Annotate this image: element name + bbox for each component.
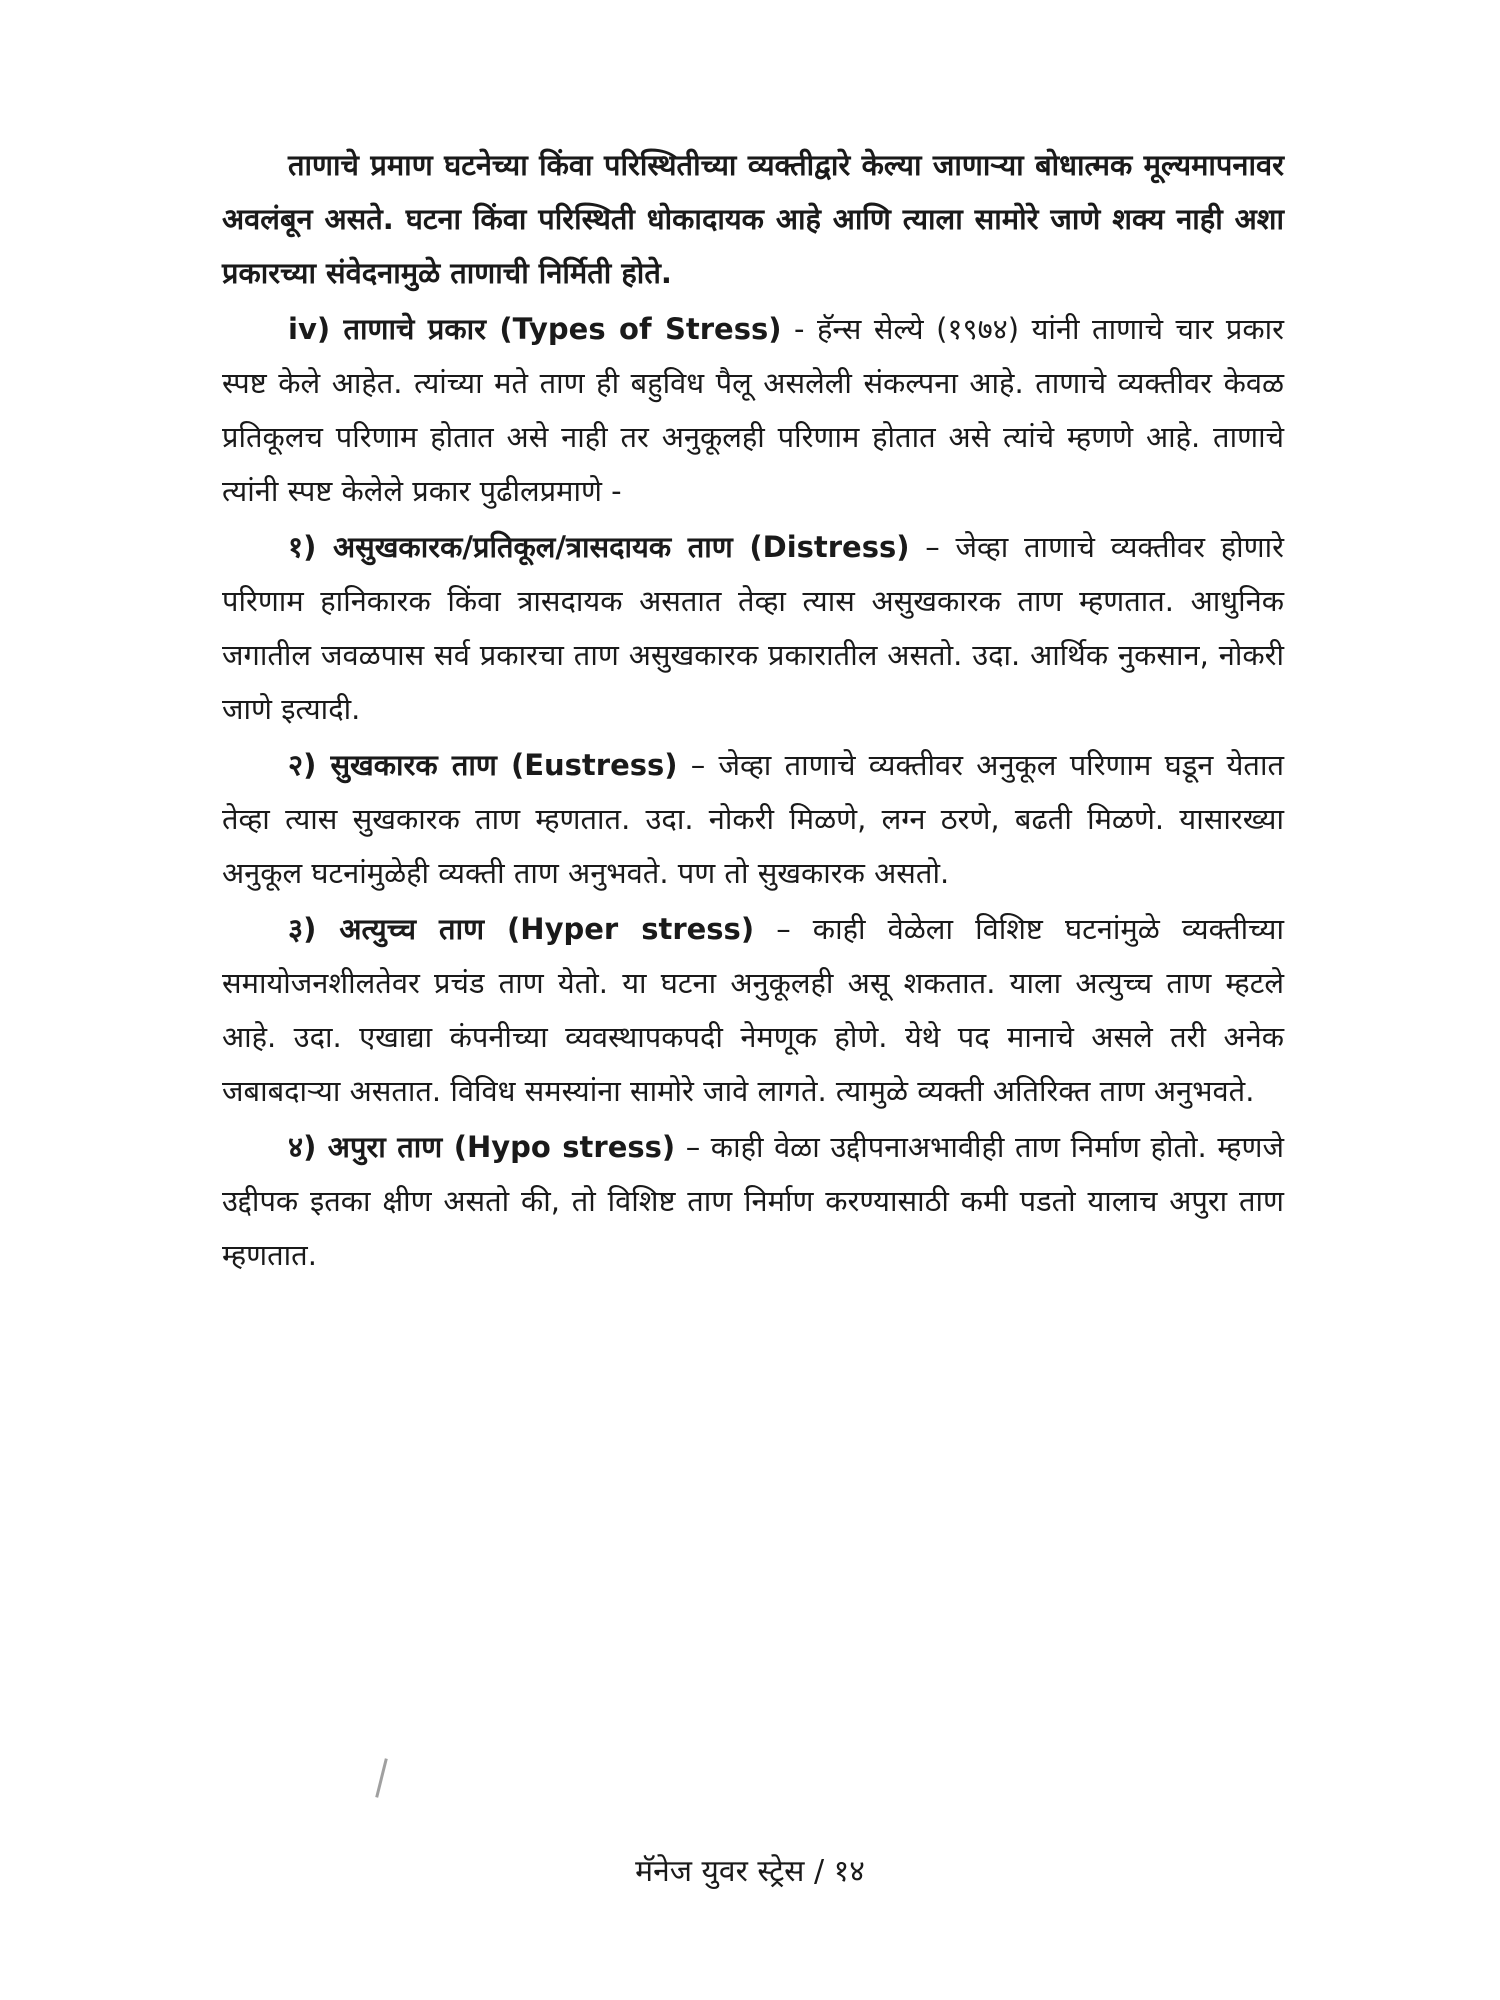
eustress-heading: २) सुखकारक ताण (Eustress) (288, 748, 678, 782)
page-footer: मॅनेज युवर स्ट्रेस / १४ (635, 1854, 865, 1889)
eustress-body: – जेव्हा ताणाचे व्यक्तीवर अनुकूल परिणाम घडून येतात तेव्हा त्यास सुखकारक ताण म्हणतात. उदा. नोकरी मिळणे, लग्न ठरणे, बढती मिळणे. यासारख्या अनुकूल घटनांमुळेही व्यक्ती ताण अनुभवते. पण तो सुखकारक असतो. (222, 748, 1284, 890)
types-of-stress-body: - हॅन्स सेल्ये (१९७४) यांनी ताणाचे चार प्रकार स्पष्ट केले आहेत. त्यांच्या मते ताण ही बहुविध पैलू असलेली संकल्पना आहे. ताणाचे व्यक्तीवर केवळ प्रतिकूलच परिणाम होतात असे नाही तर अनुकूलही परिणाम होतात असे त्यांचे म्हणणे आहे. ताणाचे त्यांनी स्पष्ट केलेले प्रकार पुढीलप्रमाणे - (222, 312, 1284, 508)
hyper-stress-paragraph (222, 902, 1284, 1118)
eustress-paragraph (222, 738, 1284, 900)
page-content (222, 138, 1284, 1284)
stray-pen-mark (375, 1758, 388, 1798)
hyper-stress-body: – काही वेळेला विशिष्ट घटनांमुळे व्यक्तीच्या समायोजनशीलतेवर प्रचंड ताण येतो. या घटना अनुकूलही असू शकतात. याला अत्युच्च ताण म्हटले आहे. उदा. एखाद्या कंपनीच्या व्यवस्थापकपदी नेमणूक होणे. येथे पद मानाचे असले तरी अनेक जबाबदाऱ्या असतात. विविध समस्यांना सामोरे जावे लागते. त्यामुळे व्यक्ती अतिरिक्त ताण अनुभवते. (222, 912, 1284, 1108)
types-of-stress-paragraph (222, 302, 1284, 518)
hyper-stress-heading: ३) अत्युच्च ताण (Hyper stress) (288, 912, 755, 946)
distress-body: – जेव्हा ताणाचे व्यक्तीवर होणारे परिणाम हानिकारक किंवा त्रासदायक असतात तेव्हा त्यास असुखकारक ताण म्हणतात. आधुनिक जगातील जवळपास सर्व प्रकारचा ताण असुखकारक प्रकारातील असतो. उदा. आर्थिक नुकसान, नोकरी जाणे इत्यादी. (222, 530, 1284, 726)
hypo-stress-body: – काही वेळा उद्दीपनाअभावीही ताण निर्माण होतो. म्हणजे उद्दीपक इतका क्षीण असतो की, तो विशिष्ट ताण निर्माण करण्यासाठी कमी पडतो यालाच अपुरा ताण म्हणतात. (222, 1130, 1284, 1272)
hypo-stress-paragraph (222, 1120, 1284, 1282)
intro-paragraph: ताणाचे प्रमाण घटनेच्या किंवा परिस्थितीच्या व्यक्तीद्वारे केल्या जाणाऱ्या बोधात्मक मूल्यमापनावर अवलंबून असते. घटना किंवा परिस्थिती धोकादायक आहे आणि त्याला सामोरे जाणे शक्य नाही अशा प्रकारच्या संवेदनामुळे ताणाची निर्मिती होते. (222, 148, 1284, 290)
distress-paragraph (222, 520, 1284, 736)
types-of-stress-heading: iv) ताणाचे प्रकार (Types of Stress) (288, 312, 782, 346)
distress-heading: १) असुखकारक/प्रतिकूल/त्रासदायक ताण (Distress) (288, 530, 910, 564)
hypo-stress-heading: ४) अपुरा ताण (Hypo stress) (288, 1130, 676, 1164)
